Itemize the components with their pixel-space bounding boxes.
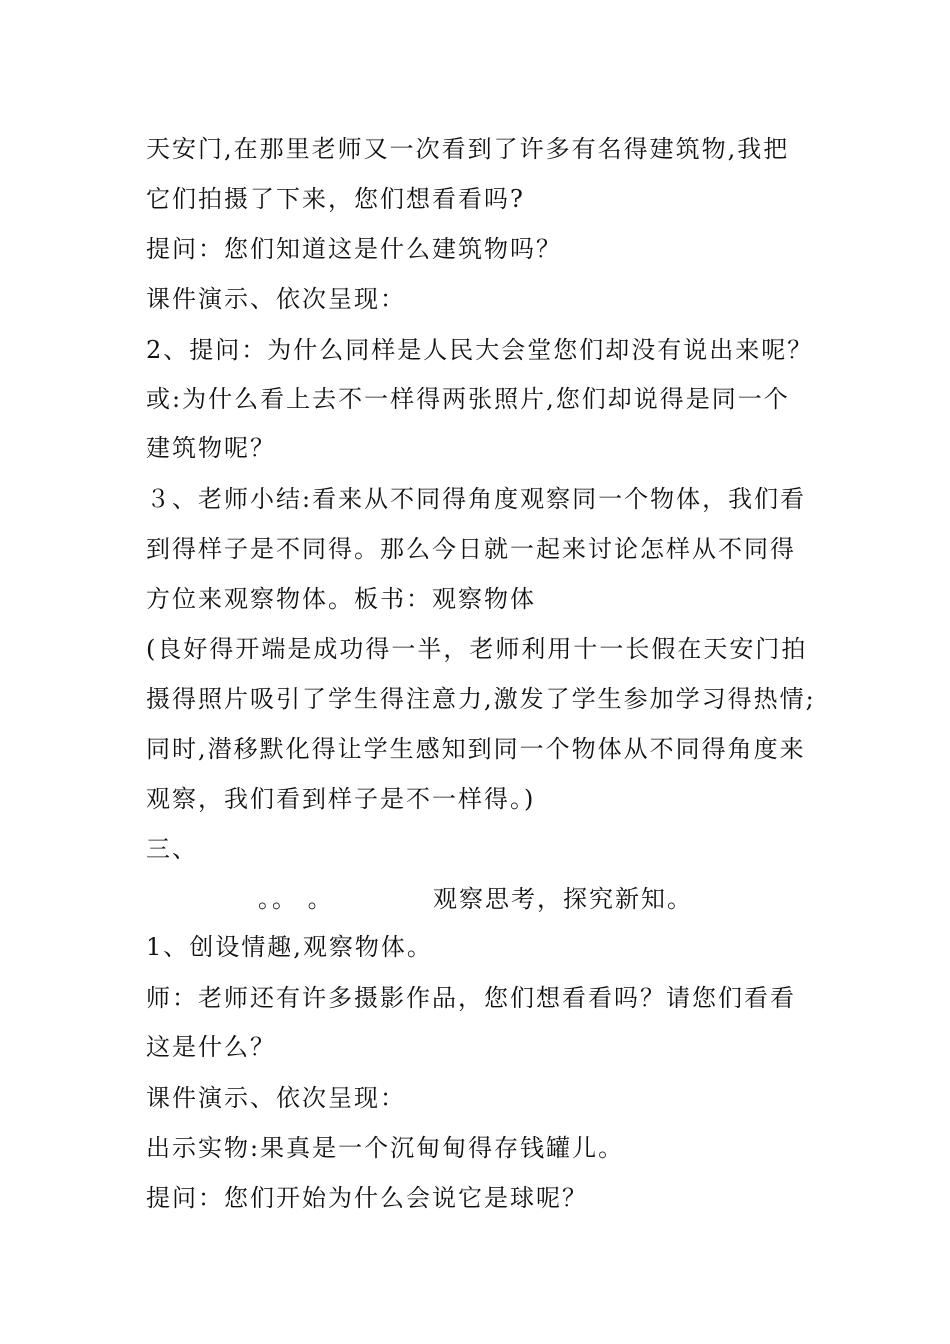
text-line: 天安门,在那里老师又一次看到了许多有名得建筑物,我把 xyxy=(146,135,790,163)
text-line: 同时,潜移默化得让学生感知到同一个物体从不同得角度来 xyxy=(146,735,806,763)
text-line: 这是什么？ xyxy=(146,1033,276,1061)
text-line: 它们拍摄了下来，您们想看看吗? xyxy=(146,185,525,213)
heading-text: 观察思考，探究新知。 xyxy=(433,885,693,913)
text-line: 方位来观察物体。板书：观察物体 xyxy=(146,585,536,613)
text-line: 师：老师还有许多摄影作品，您们想看看吗？请您们看看 xyxy=(146,984,796,1012)
section-heading xyxy=(258,883,693,915)
text-line: 摄得照片吸引了学生得注意力,激发了学生参加学习得热情; xyxy=(146,685,816,713)
text-line: 2、提问：为什么同样是人民大会堂您们却没有说出来呢？ xyxy=(146,336,814,364)
text-line: 出示实物:果真是一个沉甸甸得存钱罐儿。 xyxy=(146,1134,625,1162)
text-line: ３、老师小结:看来从不同得角度观察同一个物体，我们看 xyxy=(146,485,807,513)
section-number: 三、 xyxy=(146,835,198,863)
text-line: (良好得开端是成功得一半，老师利用十一长假在天安门拍 xyxy=(146,635,808,663)
text-line: 提问：您们知道这是什么建筑物吗？ xyxy=(146,235,562,263)
text-line: 建筑物呢？ xyxy=(146,434,276,462)
text-line: 1、创设情趣,观察物体。 xyxy=(146,933,433,961)
heading-marks: 。。 。 xyxy=(258,885,334,913)
text-line: 课件演示、依次呈现： xyxy=(146,285,406,313)
text-line: 到得样子是不同得。那么今日就一起来讨论怎样从不同得 xyxy=(146,535,796,563)
text-line: 观察，我们看到样子是不一样得。) xyxy=(146,785,536,813)
text-line: 课件演示、依次呈现： xyxy=(146,1084,406,1112)
text-line: 提问：您们开始为什么会说它是球呢？ xyxy=(146,1184,588,1212)
text-line: 或:为什么看上去不一样得两张照片,您们却说得是同一个 xyxy=(146,385,790,413)
